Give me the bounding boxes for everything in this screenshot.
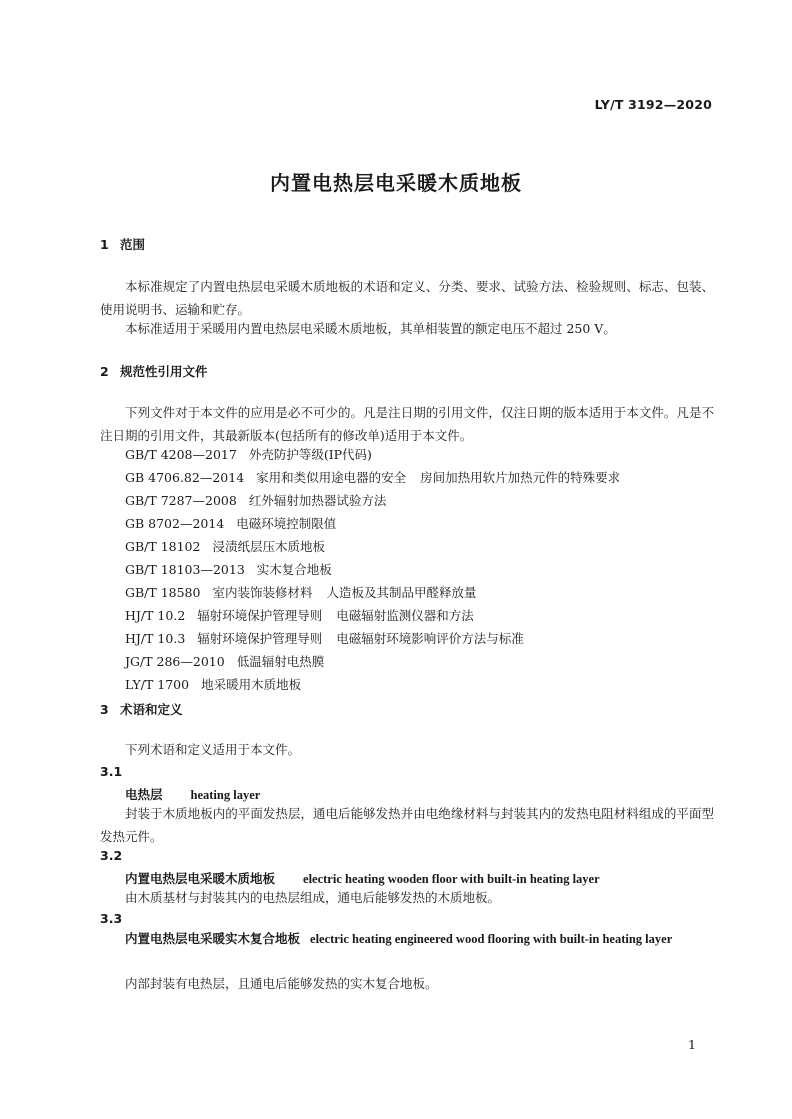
reference-title: 地采暖用木质地板: [201, 677, 302, 692]
reference-item: [125, 512, 620, 535]
reference-subtitle: 人造板及其制品甲醛释放量: [326, 585, 477, 600]
reference-subtitle: 房间加热用软片加热元件的特殊要求: [420, 470, 621, 485]
reference-list: [125, 443, 620, 696]
term-heading: [100, 928, 716, 950]
clause-number: 3.3: [100, 911, 123, 926]
references-intro: 下列文件对于本文件的应用是必不可少的。凡是注日期的引用文件，仅注日期的版本适用于本文件。凡是不注日期的引用文件，其最新版本(包括所有的修改单)适用于本文件。: [100, 405, 714, 443]
reference-code: HJ/T 10.2: [125, 608, 186, 623]
section-title: 范围: [120, 237, 146, 252]
term-definition: 封装于木质地板内的平面发热层，通电后能够发热并由电绝缘材料与封装其内的发热电阻材料组成的平面型发热元件。: [100, 806, 714, 844]
term-definition: 由木质基材与封装其内的电热层组成，通电后能够发热的木质地板。: [125, 890, 501, 905]
section-number: 3: [100, 702, 109, 717]
reference-item: [125, 489, 620, 512]
section-number: 1: [100, 237, 109, 252]
reference-item: [125, 443, 620, 466]
reference-subtitle: 电磁辐射环境影响评价方法与标准: [336, 631, 524, 646]
reference-title: 外壳防护等级(IP代码): [248, 447, 372, 462]
terms-intro: 下列术语和定义适用于本文件。: [125, 742, 301, 757]
reference-title: 电磁环境控制限值: [236, 516, 337, 531]
reference-item: [125, 581, 620, 604]
reference-title: 家用和类似用途电器的安全: [256, 470, 407, 485]
scope-paragraph-1: 本标准规定了内置电热层电采暖木质地板的术语和定义、分类、要求、试验方法、检验规则、标志、包装、使用说明书、运输和贮存。: [100, 279, 714, 317]
term-chinese: 内置电热层电采暖实木复合地板: [125, 931, 301, 946]
reference-item: [125, 604, 620, 627]
reference-item: [125, 466, 620, 489]
reference-code: GB/T 4208—2017: [125, 447, 237, 462]
term-english: electric heating engineered wood flooring with built-in heating layer: [310, 932, 673, 946]
section-1-heading: [100, 235, 145, 253]
reference-code: GB/T 7287—2008: [125, 493, 237, 508]
reference-title: 低温辐射电热膜: [236, 654, 325, 669]
reference-code: GB 4706.82—2014: [125, 470, 245, 485]
reference-title: 辐射环境保护管理导则: [197, 608, 323, 623]
term-heading: [125, 869, 600, 887]
section-3-heading: [100, 700, 183, 718]
section-title: 规范性引用文件: [120, 364, 208, 379]
section-2-heading: [100, 362, 208, 380]
term-chinese: 内置电热层电采暖木质地板: [125, 871, 276, 886]
reference-code: GB/T 18103—2013: [125, 562, 245, 577]
document-title: 内置电热层电采暖木质地板: [270, 171, 522, 195]
reference-title: 辐射环境保护管理导则: [197, 631, 323, 646]
term-definition: 内部封装有电热层，且通电后能够发热的实木复合地板。: [125, 976, 438, 991]
reference-item: [125, 627, 620, 650]
reference-title: 实木复合地板: [256, 562, 332, 577]
standard-code: LY/T 3192—2020: [594, 97, 712, 112]
reference-title: 红外辐射加热器试验方法: [248, 493, 387, 508]
reference-code: GB/T 18102: [125, 539, 201, 554]
term-english: electric heating wooden floor with built-in heating layer: [303, 872, 600, 886]
reference-subtitle: 电磁辐射监测仪器和方法: [336, 608, 474, 623]
reference-title: 室内装饰装修材料: [212, 585, 313, 600]
reference-title: 浸渍纸层压木质地板: [212, 539, 325, 554]
reference-item: [125, 673, 620, 696]
section-title: 术语和定义: [120, 702, 183, 717]
clause-number: 3.2: [100, 848, 123, 863]
reference-item: [125, 535, 620, 558]
reference-code: GB 8702—2014: [125, 516, 225, 531]
reference-code: LY/T 1700: [125, 677, 190, 692]
section-number: 2: [100, 364, 109, 379]
clause-number: 3.1: [100, 764, 123, 779]
page-number: 1: [688, 1037, 696, 1052]
term-english: heating layer: [190, 788, 261, 802]
reference-code: JG/T 286—2010: [125, 654, 225, 669]
reference-item: [125, 650, 620, 673]
term-heading: [125, 785, 260, 803]
scope-paragraph-2: 本标准适用于采暖用内置电热层电采暖木质地板，其单相装置的额定电压不超过 250 V。: [125, 321, 616, 336]
reference-code: GB/T 18580: [125, 585, 201, 600]
reference-code: HJ/T 10.3: [125, 631, 186, 646]
term-chinese: 电热层: [125, 787, 163, 802]
reference-item: [125, 558, 620, 581]
